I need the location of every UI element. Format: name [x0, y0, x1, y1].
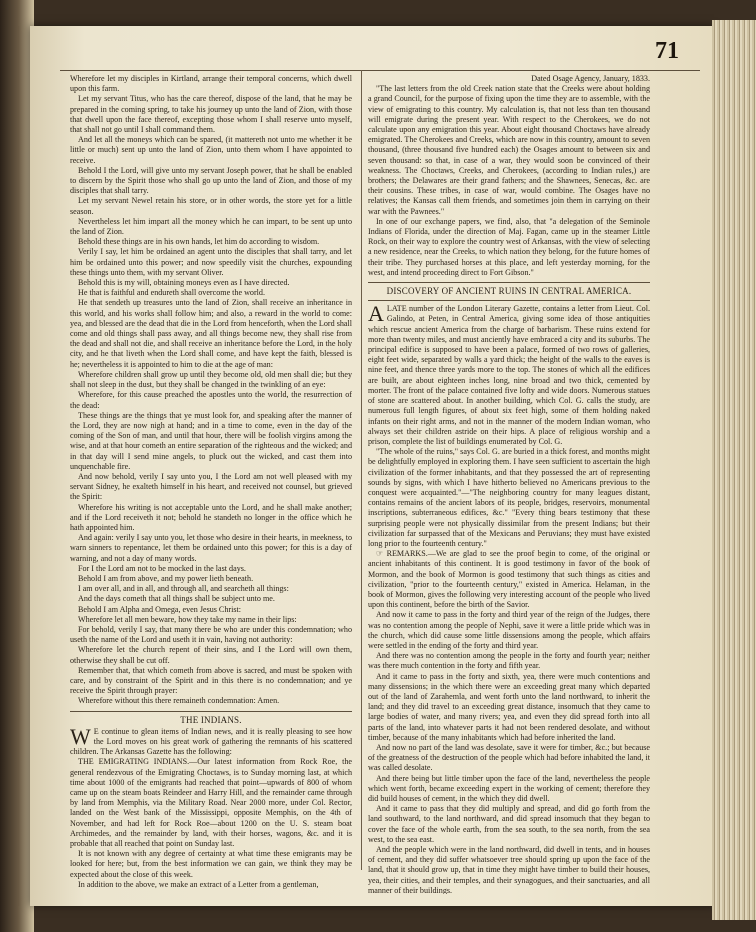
paragraph: Let my servant Newel retain his store, or in other words, the store yet for a little season.: [70, 196, 352, 216]
paragraph: And there being but little timber upon the face of the land, nevertheless the people which went forth, became exceeding expert in the working of cement; therefore they did build houses of cement, in the which they did dwell.: [368, 773, 650, 804]
paragraph: And it came to pass that they did multiply and spread, and did go forth from the land southward, to the land northward, and did spread insomuch that they began to cover the face of the whole earth, from the sea south, to the sea north, from the sea west, to the sea east.: [368, 804, 650, 844]
page-edges-right: [712, 20, 756, 920]
book-spine-left: [0, 0, 34, 932]
section-heading-discovery: DISCOVERY OF ANCIENT RUINS IN CENTRAL AMERICA.: [386, 286, 632, 297]
paragraph: Wherefore let all men beware, how they take my name in their lips:: [78, 614, 297, 624]
section-rule: [70, 711, 352, 712]
paragraph: Remember that, that which cometh from above is sacred, and must be spoken with care, and by constraint of the Spirit and in this there is no condemnation; and ye receive the Spirit through prayer:: [70, 665, 352, 696]
header-rule: [60, 70, 700, 71]
paragraph: Nevertheless let him impart all the money which he can impart, to be sent up unto the land of Zion.: [70, 216, 352, 237]
paragraph: ☞ REMARKS.—We are glad to see the proof begin to come, of the original or ancient inhabitants of this continent. It is good testimony in favor of the book of Mormon, and the book of Mormon is good testimony that such things as cities and civilization, "prior to the fourteenth century," existed in America. Helaman, in the book of Mormon, gives the following very interesting account of the people who lived upon this continent, before the birth of the Savior.: [368, 549, 650, 610]
paragraph: Wherefore let the church repent of their sins, and I the Lord will own them, otherwise they shall be cut off.: [70, 645, 352, 665]
paragraph: In addition to the above, we make an extract of a Letter from a gentleman,: [78, 879, 319, 889]
paragraph: THE EMIGRATING INDIANS.—Our latest information from Rock Roe, the general rendezvous of the Emigrating Choctaws, is to Sunday morning last, at which time about 1000 of the emigrants had reached that point—upwards of 800 of whom came up on the steam boats Reindeer and Harry Hill, and the remainder came through by land from Memphis, via the Military Road. Near 2000 more, under Col. Rector, landed on the West bank of the Mississippi, opposite Memphis, on the 4th of November, and had left for Rock Roe—about 1200 on the U. S. steam boat Archimedes, and the remainder by land, with their horses, wagons, &c. and it is probable that all reached that point on Sunday last.: [70, 757, 352, 849]
paragraph: And let all the moneys which can be spared, (it mattereth not unto me whether it be little or much) sent up unto the land of Zion, unto them whom I have appointed to receive.: [70, 135, 352, 165]
paragraph: Behold I the Lord, will give unto my servant Joseph power, that he shall be enabled to discern by the Spirit those who shall go up unto the land of Zion, and those of my disciples that shall tarry.: [70, 165, 352, 196]
paragraph: And now it came to pass in the forty and third year of the reign of the Judges, there was no contention among the people of Nephi, save it were a little pride which was in the church, which did cause some little dissensions among the people, which affairs were settled in the ending of the forty and third year.: [368, 610, 650, 650]
paragraph: And the people which were in the land northward, did dwell in tents, and in houses of cement, and they did suffer whatsoever tree should spring up upon the face of the land, that it should grow up, that in time they might have timber to build their houses, yea, their cities, and their temples, and their synagogues, and their sanctuaries, and all manner of their buildings.: [368, 845, 650, 894]
paragraph: These things are the things that ye must look for, and speaking after the manner of the Lord, they are now nigh at hand; and in a time to come, even in the day of the coming of the Son of man, and until that hour, there will be foolish virgins among the wise, and at that hour cometh an entire separation of the righteous and the wicked; and in that day will I send mine angels, to pluck out the wicked, and cast them into unquenchable fire.: [70, 410, 352, 471]
paragraph: "The whole of the ruins," says Col. G. are buried in a thick forest, and months might be delightfully employed in exploring them. I have seen sufficient to ascertain the high civilization of the former inhabitants, and that they possessed the art of representing sounds by signs, with which I have hitherto believed no Americans previous to the conquest were acquainted."—"The neighboring country for many leagues distant, contains remains of the ancient labors of its people, bridges, reservoirs, monumental inscriptions, subterraneous edifices, &c." "Every thing bears testimony that these surprising people were not physically dissimilar from the present Indians; but their civilization far surpassed that of the Mexicans and Peruvians; they must have existed long prior to the fourteenth century.": [368, 447, 650, 548]
paragraph: Wherefore children shall grow up until they become old, old men shall die; but they shall not sleep in the dust, but they shall be changed in the twinkling of an eye:: [70, 369, 352, 390]
paragraph: It is not known with any degree of certainty at what time these emigrants may be looked for here; but, from the best information we can gain, we think they may be expected about the close of this week.: [70, 849, 352, 879]
paragraph: W E continue to glean items of Indian news, and it is really pleasing to see how the Lord moves on his great work of gathering the remnants of his scattered children. The Arkansas Gazette has the following:: [70, 723, 352, 757]
paragraph: Behold I am from above, and my power lieth beneath.: [78, 573, 254, 583]
left-column: [70, 74, 352, 894]
right-column: [368, 74, 650, 894]
paragraph: For behold, verily I say, that many there be who are under this condemnation; who useth the name of the Lord and useth it in vain, having not authority:: [70, 624, 352, 645]
paragraph: "The last letters from the old Creek nation state that the Creeks were about holding a grand Council, for the purpose of fixing upon the time they are to assemble, with the view of emigrating to this country. My calculation is, that not less than ten thousand will emigrate during the present year. With respect to the Cherokees, we do not calculate upon any emigration this year. About eight thousand Choctaws have already emigrated. The Cherokees and Creeks, which are now in this country, amount to seven thousand, (three thousand five hundred each) the Osages amount to between six and seven thousand: so that, in case of a war, they would soon be convinced of their weakness. The Choctaws, Creeks, and Cherokees, (according to Indian rules,) are brothers; the Delawares are their grand fathers; and the Shawnees, Senecas, &c. are their cousins. These tribes, in case of war, would combine. The Osages have no relatives; the Kansas call them friends, and sometimes join them in carrying on their war with the Pawnees.": [368, 84, 650, 216]
paragraph: Behold these things are in his own hands, let him do according to wisdom.: [78, 237, 320, 247]
paragraph: And again: verily I say unto you, let those who desire in their hearts, in meekness, to warn sinners to repentance, let them be ordained unto this power; for this is a day of warning, and not a day of many words.: [70, 533, 352, 563]
paragraph: ALATE number of the London Literary Gazette, contains a letter from Lieut. Col. Galindo, at Peten, in Central America, giving some idea of those antiquities which rescue ancient America from the charge of barbarism. These ruins extend for more than twenty miles, and must anciently have embraced a city and its suburbs. The principal edifice is supposed to have been a palace, formed of two rows of galleries, eight feet wide, separated by walls a yard thick; the height of the walls to the eaves is nine feet, and thence three yards more to the top. The stones of which all the edifices are built, are about eighteen inches long, nine broad and two thick, cemented by morter. The front of the palace contained five lofty and wide doors. Numerous statues of stone are scattered about. In another building, which Col. G. calls the study, are numerous full length figures, of about six feet high, some of them holding naked infants on their right arms, and not in the manner of the modern Indian woman, who always set their children astride on their hips. A place of religious worship and a prison, complete the list of buildings enumerated by Col. G.: [368, 301, 650, 446]
drop-cap: W: [70, 723, 91, 749]
paragraph: I am over all, and in all, and through all, and searcheth all things:: [78, 584, 289, 594]
paragraph: And it came to pass in the forty and sixth, yea, there were much contentions and many dissensions; in the which there were an exceeding great many which departed out of the land of Zarahemla, and went forth unto the land northward, to inherit the land; and they did travel to an exceeding great distance, insomuch that they came to large bodies of water, and many rivers; yea, and even they did spread forth into all parts of the land, into whatever parts it had not been rendered desolate, and without timber, because of the many inhabitants which had before inherited the land.: [368, 671, 650, 742]
paragraph: And now no part of the land was desolate, save it were for timber, &c.; but because of the greatness of the destruction of the people which had before inhabited the land, it was called desolate.: [368, 743, 650, 773]
paragraph: Verily I say, let him be ordained an agent unto the disciples that shall tarry, and let him be ordained unto this power; and now speedily visit the churches, expounding these things unto them, with my servant Oliver.: [70, 247, 352, 277]
paragraph: Wherefore, for this cause preached the apostles unto the world, the resurrection of the dead:: [70, 390, 352, 410]
paragraph: Wherefore his writing is not acceptable unto the Lord, and he shall make another; and if the Lord receiveth it not; behold he standeth no longer in the office which he hath appointed him.: [70, 502, 352, 532]
paragraph: Behold I am Alpha and Omega, even Jesus Christ:: [78, 604, 241, 614]
paragraph: And the days cometh that all things shall be subject unto me.: [78, 594, 275, 604]
paragraph: For I the Lord am not to be mocked in the last days.: [78, 563, 246, 573]
paragraph: And there was no contention among the people in the forty and fourth year; neither was there much contention in the forty and fifth year.: [368, 651, 650, 671]
paragraph: Wherefore without this there remaineth condemnation: Amen.: [78, 696, 280, 706]
dateline: Dated Osage Agency, January, 1833.: [531, 74, 650, 83]
paragraph: Wherefore let my disciples in Kirtland, arrange their temporal concerns, which dwell upon this farm.: [70, 74, 352, 94]
section-rule: [368, 282, 650, 283]
paragraph: He that sendeth up treasures unto the land of Zion, shall receive an inheritance in this world, and his works shall follow him; and also, a reward in the world to come: yea, and blessed are the dead that die in the Lord from henceforth, when the Lord shall come and old things shall pass away, and all things become new, they shall rise from the dead and shall not die, and shall receive an inheritance before the Lord, in the holy city, and he that liveth when the Lord shall come, and have kept the faith, blessed is he; nevertheless it is appointed to him to die at the age of man:: [70, 298, 352, 369]
paragraph: In one of our exchange papers, we find, also, that "a delegation of the Seminole Indians of Florida, under the direction of Maj. Fagan, came up in the steamer Little Rock, on their way to explore the country west of Arkansas, with the view of selecting a new residence, near the Creeks, to which nation they belong, for the future homes of their tribe. They purchased horses at this place, and left yesterday morning, for the west, and intend proceeding direct to Fort Gibson.": [368, 216, 650, 277]
paragraph: Let my servant Titus, who has the care thereof, dispose of the land, that he may be prepared in the coming spring, to take his journey up unto the land of Zion, with those that dwell upon the face thereof, excepting those whom I shall reserve unto myself, that shall not go until I shall command them.: [70, 94, 352, 135]
paragraph: And now behold, verily I say unto you, I the Lord am not well pleased with my servant Sidney, he exalteth himself in his heart, and received not counsel, but grieved the Spirit:: [70, 471, 352, 502]
drop-cap: A: [368, 301, 384, 327]
section-rule: [368, 300, 650, 301]
paragraph: He that is faithful and endureth shall overcome the world.: [78, 288, 265, 298]
section-heading-indians: THE INDIANS.: [180, 714, 242, 725]
page-number: 71: [655, 38, 679, 64]
paragraph: Behold this is my will, obtaining moneys even as I have directed.: [78, 278, 290, 288]
column-divider: [361, 70, 362, 870]
